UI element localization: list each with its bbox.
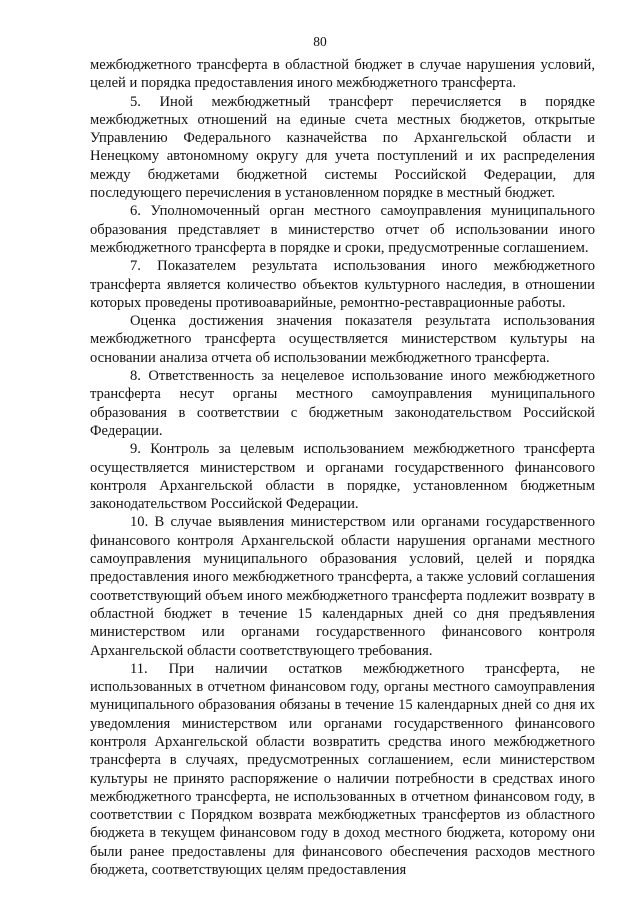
paragraph-assessment: Оценка достижения значения показателя результата использования межбюджетного трансферта осуществляется министерством культуры на основании анализа отчета об использовании межбюджетного трансферта. xyxy=(90,313,595,366)
document-body xyxy=(90,56,595,879)
paragraph-item-5: 5. Иной межбюджетный трансферт перечисляется в порядке межбюджетных отношений на единые счета местных бюджетов, открытые Управлению Федерального казначейства по Архангельской области и Ненецкому автономному округу для учета поступлений и их распределения между бюджетами бюджетной системы Российской Федерации, для последующего перечисления в установленном порядке в местный бюджет. xyxy=(90,93,595,202)
paragraph-item-7: 7. Показателем результата использования иного межбюджетного трансферта является количество объектов культурного наследия, в отношении которых проведены противоаварийные, ремонтно-реставрационные работы. xyxy=(90,258,595,311)
paragraph-continuation: межбюджетного трансферта в областной бюджет в случае нарушения условий, целей и порядка предоставления иного межбюджетного трансферта. xyxy=(90,57,595,92)
paragraph-item-6: 6. Уполномоченный орган местного самоуправления муниципального образования представляет в министерство отчет об использовании иного межбюджетного трансферта в порядке и сроки, предусмотренные соглашением. xyxy=(90,203,595,256)
paragraph-item-10: 10. В случае выявления министерством или органами государственного финансового контроля Архангельской области нарушения органами местного самоуправления муниципального образования условий, целей и порядка предоставления иного межбюджетного трансферта, а также условий соглашения соответствующий объем иного межбюджетного трансферта подлежит возврату в областной бюджет в течение 15 календарных дней со дня предъявления министерством или органами государственного финансового контроля Архангельской области соответствующего требования. xyxy=(90,514,595,659)
paragraph-item-9: 9. Контроль за целевым использованием межбюджетного трансферта осуществляется министерством и органами государственного финансового контроля Архангельской области в порядке, установленном бюджетным законодательством Российской Федерации. xyxy=(90,441,595,513)
paragraph-item-11: 11. При наличии остатков межбюджетного трансферта, не использованных в отчетном финансовом году, органы местного самоуправления муниципального образования обязаны в течение 15 календарных дней со дня их уведомления министерством или органами государственного финансового контроля Архангельской области возвратить средства иного межбюджетного трансферта в случаях, предусмотренных соглашением, если министерством культуры не принято распоряжение о наличии потребности в средствах иного межбюджетного трансферта, не использованных в отчетном финансовом году, в соответствии с Порядком возврата межбюджетных трансфертов из областного бюджета в текущем финансовом году в доход местного бюджета, которому они были ранее предоставлены для финансового обеспечения расходов местного бюджета, соответствующих целям предоставления xyxy=(90,660,595,879)
paragraph-item-8: 8. Ответственность за нецелевое использование иного межбюджетного трансферта несут органы местного самоуправления муниципального образования в соответствии с бюджетным законодательством Российской Федерации. xyxy=(90,368,595,439)
page-number: 80 xyxy=(313,34,327,49)
